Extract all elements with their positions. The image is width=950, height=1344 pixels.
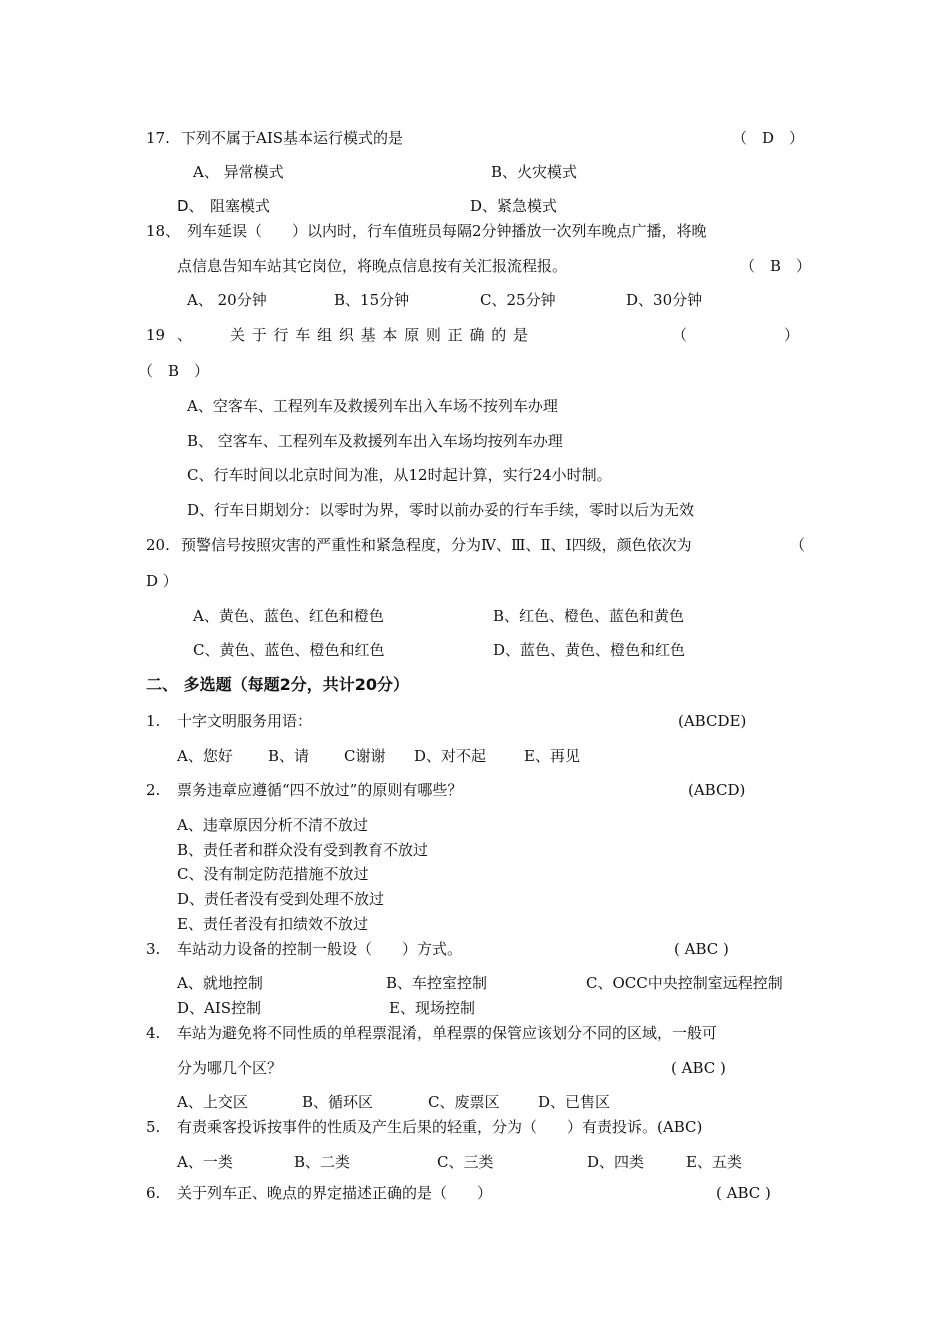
option-c: C、黄色、蓝色、橙色和红色 [193,641,385,659]
option-a: A、违章原因分析不清不放过 [177,816,368,834]
paren-open: （ [790,536,806,554]
question-number: 4. [146,1024,161,1042]
option-b: B、 空客车、工程列车及救援列车出入车场均按列车办理 [187,432,563,450]
option-e: E、责任者没有扣绩效不放过 [177,915,368,933]
paren-close: ） [784,326,800,344]
option-d: D、行车日期划分：以零时为界，零时以前办妥的行车手续，零时以后为无效 [187,501,695,519]
question-text: 票务违章应遵循“四不放过”的原则有哪些？ [177,781,463,799]
option-c: C、25分钟 [480,291,556,309]
option-a: A、 异常模式 [193,163,284,181]
answer: (ABCD) [688,781,746,799]
option-d: D、30分钟 [626,291,703,309]
option-b: B、红色、橙色、蓝色和黄色 [493,607,685,625]
answer: D ） [146,572,178,590]
question-text-line2: 分为哪几个区？ [177,1059,283,1077]
answer: （ D ） [732,129,805,147]
option-b: B、15分钟 [334,291,410,309]
option-c: C、行车时间以北京时间为准，从12时起计算，实行24小时制。 [187,466,612,484]
option-d-text: 阻塞模式 [210,197,271,215]
option-b: B、责任者和群众没有受到教育不放过 [177,841,429,859]
question-text-line1: 列车延误（ ）以内时，行车值班员每隔2分钟播放一次列车晚点广播，将晚 [187,222,707,240]
option-e: E、现场控制 [389,999,475,1017]
question-number: 5. [146,1118,161,1136]
option-b: B、请 [268,747,310,765]
question-text-line1: 车站为避免将不同性质的单程票混淆，单程票的保管应该划分不同的区域，一般可 [177,1024,718,1042]
option-d: D、责任者没有受到处理不放过 [177,890,385,908]
option-b: B、车控室控制 [386,974,488,992]
question-number: 18、 [146,222,181,240]
answer: ( ABC ) [671,1059,726,1077]
answer: ( ABC ) [674,940,729,958]
option-e: E、五类 [686,1153,742,1171]
answer: （ B ） [740,257,812,275]
question-text: 关于列车正、晚点的界定描述正确的是（ ） [177,1184,493,1202]
option-b: B、火灾模式 [491,163,578,181]
question-text: 有责乘客投诉按事件的性质及产生后果的轻重，分为（ ）有责投诉。(ABC) [177,1118,703,1136]
question-text: 车站动力设备的控制一般设（ ）方式。 [177,940,463,958]
option-a: A、 20分钟 [187,291,267,309]
option-d: D、已售区 [538,1093,611,1111]
question-text: 关 于 行 车 组 织 基 本 原 则 正 确 的 是 [230,326,529,344]
question-text: 十字文明服务用语： [177,712,313,730]
question-text: 预警信号按照灾害的严重性和紧急程度，分为Ⅳ、Ⅲ、Ⅱ、Ⅰ四级，颜色依次为 [181,536,692,554]
option-e: E、再见 [524,747,580,765]
option-c: C、三类 [437,1153,494,1171]
question-number: 20. [146,536,170,554]
option-c: C、没有制定防范措施不放过 [177,865,369,883]
option-a: A、上交区 [177,1093,248,1111]
question-number: 1. [146,712,161,730]
option-b: B、二类 [294,1153,351,1171]
option-d: D、AIS控制 [177,999,262,1017]
question-number: 2. [146,781,161,799]
option-d-alt: D、紧急模式 [470,197,558,215]
question-number: 3. [146,940,161,958]
option-a: A、黄色、蓝色、红色和橙色 [193,607,384,625]
question-text: 下列不属于AIS基本运行模式的是 [181,129,404,147]
option-b: B、循环区 [302,1093,374,1111]
question-number: 6. [146,1184,161,1202]
question-separator: 、 [177,326,193,344]
paren-open: （ [672,326,688,344]
option-a: A、您好 [177,747,233,765]
option-d: D、蓝色、黄色、橙色和红色 [493,641,686,659]
section-heading: 二、 多选题（每题2分，共计20分） [146,675,409,694]
option-d-label: D、 [177,197,204,215]
answer: (ABCDE) [678,712,747,730]
answer: ( ABC ) [716,1184,771,1202]
question-text-line2: 点信息告知车站其它岗位，将晚点信息按有关汇报流程报。 [177,257,568,275]
question-number: 19 [146,326,166,344]
option-d: D、对不起 [414,747,487,765]
option-a: A、就地控制 [177,974,263,992]
option-d: D、四类 [587,1153,645,1171]
option-c: C、废票区 [428,1093,500,1111]
option-a: A、空客车、工程列车及救援列车出入车场不按列车办理 [187,397,558,415]
option-c: C、OCC中央控制室远程控制 [586,974,783,992]
option-c: C谢谢 [344,747,386,765]
option-a: A、一类 [177,1153,233,1171]
question-number: 17. [146,129,170,147]
answer: （ B ） [138,362,210,380]
